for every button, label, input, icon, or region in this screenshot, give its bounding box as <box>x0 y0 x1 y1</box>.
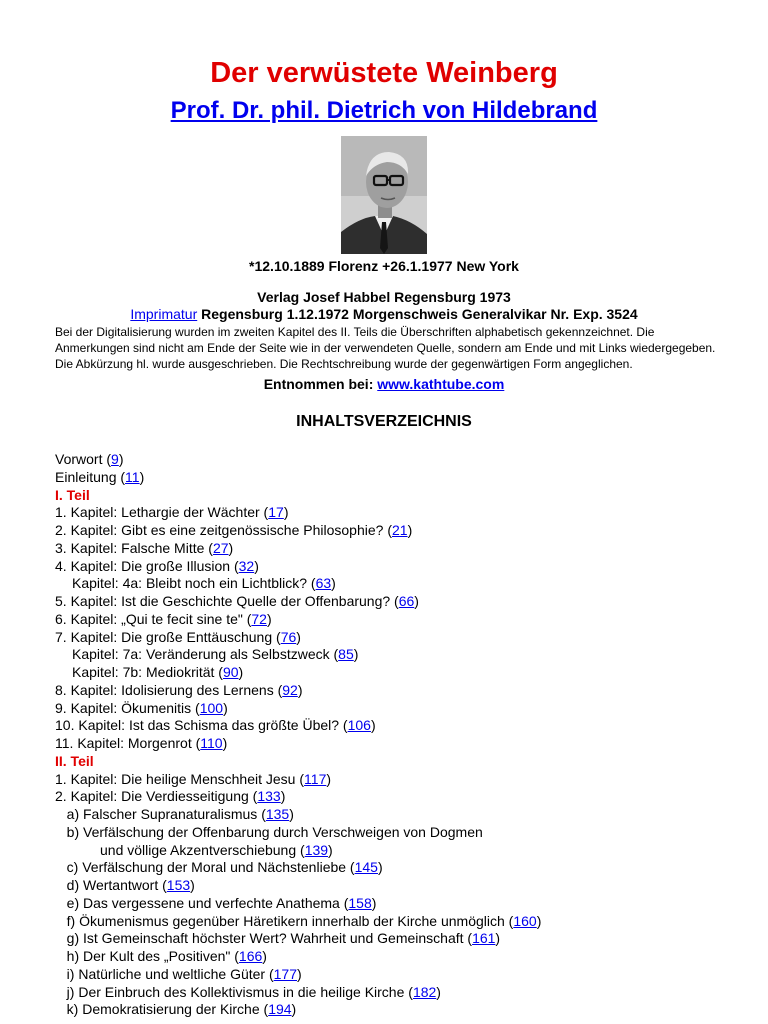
toc-entry <box>55 984 768 1002</box>
author-heading <box>0 96 768 126</box>
toc-entry-close: ) <box>353 646 359 663</box>
toc-entry <box>55 558 768 576</box>
toc-entry <box>55 859 768 877</box>
toc-entry-close: ) <box>436 983 441 1000</box>
toc-entry-close: ) <box>377 859 383 876</box>
toc-entry-close: ) <box>328 841 333 858</box>
toc-entry-label: 2. Kapitel: Die Verdiesseitigung ( <box>55 788 258 805</box>
toc-entry-close: ) <box>291 1001 297 1018</box>
toc-entry <box>55 664 768 682</box>
toc-entry-label: Kapitel: 4a: Bleibt noch ein Lichtblick? ( <box>72 575 316 592</box>
imprimatur-text: Regensburg 1.12.1972 Morgenschweis Generalvikar Nr. Exp. 3524 <box>197 306 638 322</box>
toc-page-link[interactable]: 133 <box>257 788 281 805</box>
toc-entry <box>55 948 768 966</box>
toc-page-link[interactable]: 160 <box>513 912 537 929</box>
imprimatur-line <box>0 306 768 323</box>
toc-entry-close: ) <box>370 717 376 734</box>
toc-entry-label: 10. Kapitel: Ist das Schisma das größte Übel? ( <box>55 717 348 734</box>
source-label: Entnommen bei: <box>263 376 378 392</box>
toc-entry <box>55 771 768 789</box>
document-title: Der verwüstete Weinberg <box>210 57 558 89</box>
toc-entry-label: 8. Kapitel: Idolisierung des Lernens ( <box>55 681 283 698</box>
toc-entry-label: k) Demokratisierung der Kirche ( <box>55 1001 269 1018</box>
toc-entry-label: d) Wertantwort ( <box>55 877 167 893</box>
toc-page-link[interactable]: 135 <box>265 806 290 822</box>
toc-page-link[interactable]: 72 <box>251 610 267 627</box>
toc-entry-close: ) <box>262 948 267 964</box>
toc-entry <box>55 469 768 487</box>
toc-entry <box>55 682 768 700</box>
toc-entry-label: i) Natürliche und weltliche Güter ( <box>55 965 274 982</box>
toc-entry-close: ) <box>326 770 332 787</box>
toc-entry <box>55 735 768 753</box>
toc-entry-label: 1. Kapitel: Lethargie der Wächter ( <box>55 504 269 521</box>
toc-entry-close: ) <box>289 806 294 822</box>
life-dates: *12.10.1889 Florenz +26.1.1977 New York <box>249 258 519 274</box>
toc-entry-label: 1. Kapitel: Die heilige Menschheit Jesu ( <box>55 770 305 787</box>
toc-entry-label: und völlige Akzentverschiebung ( <box>100 841 305 858</box>
toc-entry-label: j) Der Einbruch des Kollektivismus in die heilige Kirche ( <box>55 983 413 1000</box>
toc-entry-close: ) <box>536 912 542 929</box>
table-of-contents <box>0 451 768 1019</box>
toc-entry <box>55 611 768 629</box>
toc-entry <box>55 593 768 611</box>
toc-page-link[interactable]: 63 <box>315 575 332 592</box>
toc-entry-label: 6. Kapitel: „Qui te fecit sine te" ( <box>55 610 252 627</box>
toc-page-link[interactable]: 32 <box>238 557 255 574</box>
toc-entry-label: f) Ökumenismus gegenüber Häretikern innerhalb der Kirche unmöglich ( <box>55 912 514 929</box>
toc-page-link[interactable]: 66 <box>398 593 415 609</box>
toc-entry-label: e) Das vergessene und verfechte Anathema ( <box>55 894 349 911</box>
toc-page-link[interactable]: 92 <box>282 681 298 698</box>
toc-entry-label: 3. Kapitel: Falsche Mitte ( <box>55 539 213 556</box>
toc-entry <box>55 788 768 806</box>
toc-page-link[interactable]: 76 <box>280 628 297 645</box>
toc-entry-close: ) <box>139 468 145 485</box>
toc-entry <box>55 717 768 735</box>
toc-page-link[interactable]: 177 <box>273 965 297 982</box>
toc-entry-label: 7. Kapitel: Die große Enttäuschung ( <box>55 628 281 645</box>
toc-entry <box>55 540 768 558</box>
toc-entry <box>55 504 768 522</box>
toc-page-link[interactable]: 17 <box>268 504 284 521</box>
imprimatur-link[interactable]: Imprimatur <box>130 306 198 322</box>
toc-entry <box>55 1001 768 1019</box>
toc-entry-label: g) Ist Gemeinschaft höchster Wert? Wahrheit und Gemeinschaft ( <box>55 930 473 947</box>
toc-entry <box>55 913 768 931</box>
toc-page-link[interactable]: 9 <box>111 451 119 467</box>
toc-page-link[interactable]: 85 <box>338 646 354 663</box>
toc-page-link[interactable]: 21 <box>391 522 408 538</box>
toc-entry <box>55 806 768 824</box>
toc-entry <box>55 700 768 718</box>
toc-entry-close: ) <box>407 522 413 538</box>
toc-entry <box>55 877 768 895</box>
toc-page-link[interactable]: 145 <box>354 859 378 876</box>
toc-entry-close: ) <box>222 735 228 751</box>
toc-entry-label: h) Der Kult des „Positiven" ( <box>55 948 239 964</box>
publisher-line: Verlag Josef Habbel Regensburg 1973 <box>257 289 511 305</box>
toc-entry <box>55 522 768 540</box>
toc-page-link[interactable]: 182 <box>412 983 437 1000</box>
toc-page-link[interactable]: 110 <box>200 735 223 751</box>
toc-page-link[interactable]: 90 <box>222 664 239 680</box>
author-portrait <box>341 136 427 254</box>
toc-entry-label: Einleitung ( <box>55 468 126 485</box>
toc-entry-label: b) Verfälschung der Offenbarung durch Verschweigen von Dogmen <box>55 823 483 840</box>
source-link[interactable]: www.kathtube.com <box>377 376 505 392</box>
toc-entry-label: 2. Kapitel: Gibt es eine zeitgenössische Philosophie? ( <box>55 522 392 538</box>
toc-entry <box>55 451 768 469</box>
author-link[interactable]: Prof. Dr. phil. Dietrich von Hildebrand <box>170 97 598 124</box>
toc-entry-label: a) Falscher Supranaturalismus ( <box>55 806 266 822</box>
toc-entry <box>55 966 768 984</box>
toc-entry-label: 9. Kapitel: Ökumenitis ( <box>55 699 200 716</box>
toc-page-link[interactable]: 194 <box>268 1001 292 1018</box>
toc-entry-label: 11. Kapitel: Morgenrot ( <box>55 735 201 751</box>
toc-entry-close: ) <box>495 930 501 947</box>
toc-entry-close: ) <box>297 681 303 698</box>
toc-part-label: II. Teil <box>55 752 94 769</box>
toc-part-label: I. Teil <box>55 486 90 503</box>
toc-entry-close: ) <box>296 628 301 645</box>
toc-entry <box>55 824 768 842</box>
toc-entry <box>55 575 768 593</box>
toc-page-link[interactable]: 106 <box>347 717 371 734</box>
toc-entry-close: ) <box>280 788 286 805</box>
toc-entry-close: ) <box>228 539 234 556</box>
toc-page-link[interactable]: 158 <box>348 894 372 911</box>
toc-entry-close: ) <box>190 877 195 893</box>
toc-entry <box>55 930 768 948</box>
portrait-container <box>0 136 768 254</box>
toc-page-link[interactable]: 161 <box>472 930 496 947</box>
toc-entry-close: ) <box>371 894 377 911</box>
toc-entry-label: 4. Kapitel: Die große Illusion ( <box>55 557 239 574</box>
toc-entry-close: ) <box>297 965 302 982</box>
toc-heading: INHALTSVERZEICHNIS <box>296 413 472 430</box>
toc-entry-close: ) <box>266 610 272 627</box>
toc-entry-label: c) Verfälschung der Moral und Nächstenliebe ( <box>55 859 355 876</box>
toc-entry-label: Vorwort ( <box>55 451 112 467</box>
digitization-note: Bei der Digitalisierung wurden im zweiten Kapitel des II. Teils die Überschriften alphabetisch gekennzeichnet. Die Anmerkungen sind nicht am Ende der Seite wie in der verwendeten Quelle, sondern am Ende und mit Links wiedergegeben. Die Abkürzung hl. wurde ausgeschrieben. Die Rechtschreibung wurde der gegenwärtigen Form angeglichen. <box>55 325 716 371</box>
toc-page-link[interactable]: 100 <box>199 699 224 716</box>
toc-part-heading <box>55 753 768 771</box>
toc-entry-close: ) <box>223 699 228 716</box>
toc-part-heading <box>55 487 768 505</box>
source-line <box>0 374 768 394</box>
toc-entry-close: ) <box>118 451 124 467</box>
toc-page-link[interactable]: 153 <box>166 877 191 893</box>
toc-entry-label: 5. Kapitel: Ist die Geschichte Quelle der Offenbarung? ( <box>55 593 399 609</box>
toc-entry-close: ) <box>414 593 419 609</box>
toc-entry <box>55 895 768 913</box>
toc-page-link[interactable]: 27 <box>212 539 229 556</box>
toc-entry-close: ) <box>254 557 259 574</box>
toc-entry-close: ) <box>331 575 336 592</box>
toc-entry-label: Kapitel: 7a: Veränderung als Selbstzweck ( <box>72 646 339 663</box>
toc-page-link[interactable]: 139 <box>304 841 329 858</box>
toc-entry <box>55 629 768 647</box>
toc-page-link[interactable]: 11 <box>125 468 140 485</box>
toc-entry <box>55 646 768 664</box>
toc-entry-label: Kapitel: 7b: Mediokrität ( <box>72 664 223 680</box>
toc-entry <box>55 842 768 860</box>
toc-page-link[interactable]: 117 <box>304 770 327 787</box>
toc-entry-close: ) <box>283 504 289 521</box>
toc-page-link[interactable]: 166 <box>238 948 263 964</box>
toc-entry-close: ) <box>238 664 244 680</box>
